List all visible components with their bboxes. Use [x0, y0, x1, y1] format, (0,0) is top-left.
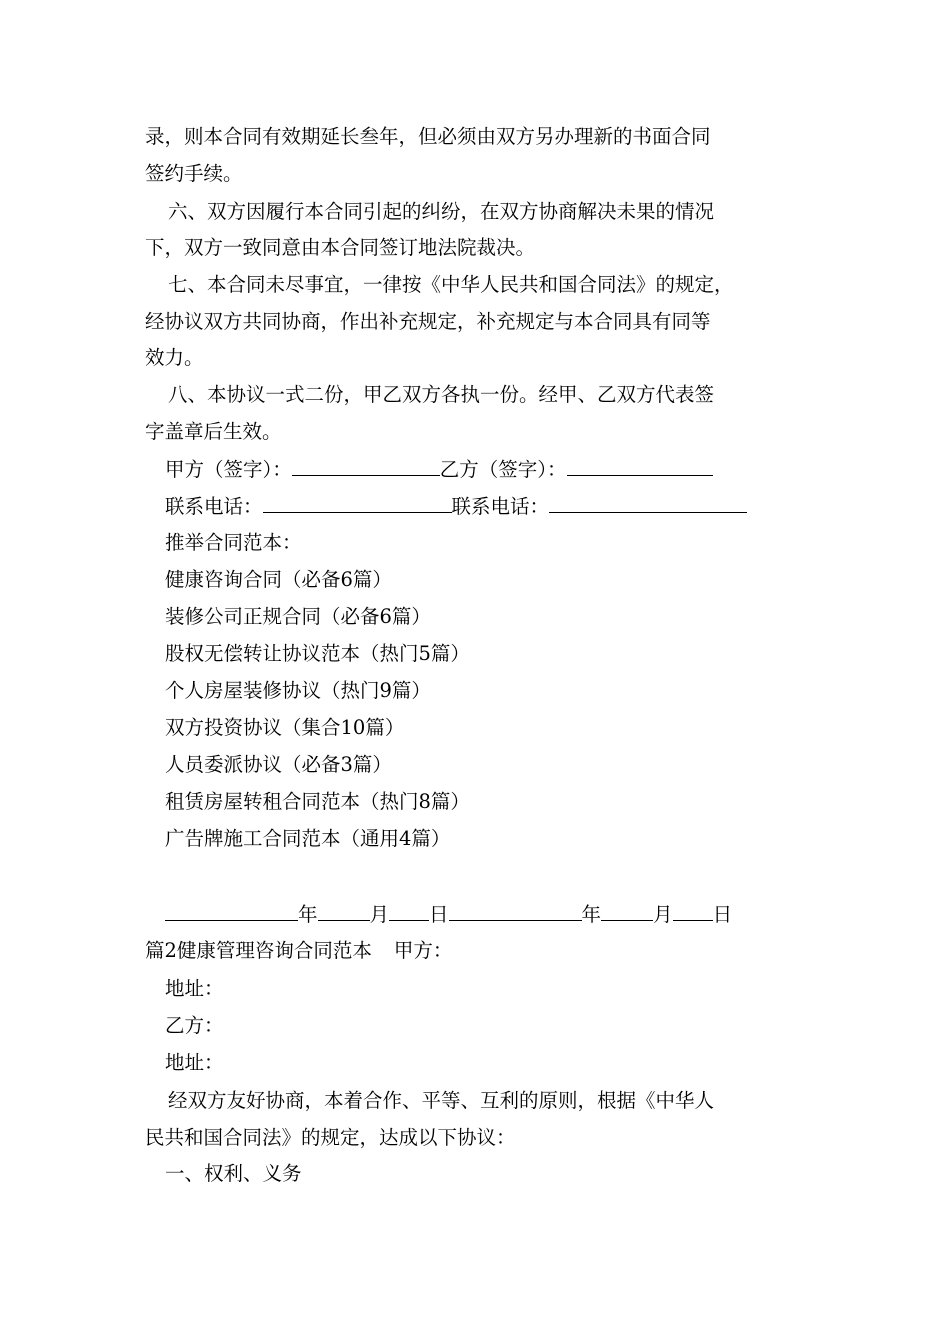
paragraph-line: 八、本协议一式二份，甲乙双方各执一份。经甲、乙双方代表签 [168, 383, 715, 406]
party-b-sign-label: 乙方（签字）： [439, 458, 567, 481]
party-a-sign-blank[interactable] [292, 457, 440, 476]
month-label: 月 [653, 903, 673, 926]
party-a-label: 甲方： [393, 939, 453, 962]
paragraph-line: 七、本合同未尽事宜，一律按《中华人民共和国合同法》的规定， [168, 273, 734, 296]
paragraph-line: 签约手续。 [145, 162, 243, 185]
recommend-item[interactable]: 个人房屋装修协议（热门9篇） [165, 679, 431, 702]
address-b-label: 地址： [165, 1051, 224, 1074]
party-a-phone-blank[interactable] [263, 494, 452, 513]
phone-row [165, 494, 747, 519]
year-label: 年 [298, 903, 318, 926]
date-blank[interactable] [601, 902, 653, 921]
party-b-phone-label: 联系电话： [451, 495, 550, 518]
paragraph-line: 效力。 [145, 346, 204, 369]
date-blank[interactable] [673, 902, 713, 921]
recommend-item[interactable]: 健康咨询合同（必备6篇） [165, 568, 392, 591]
day-label: 日 [429, 903, 449, 926]
party-b-sign-blank[interactable] [567, 457, 713, 476]
party-a-phone-label: 联系电话： [165, 495, 263, 518]
paragraph-line: 下，双方一致同意由本合同签订地法院裁决。 [145, 236, 536, 259]
address-a-label: 地址： [165, 977, 224, 1000]
recommend-item[interactable]: 装修公司正规合同（必备6篇） [165, 605, 431, 628]
recommend-item[interactable]: 广告牌施工合同范本（通用4篇） [165, 827, 451, 850]
party-a-sign-label: 甲方（签字）： [165, 458, 292, 481]
signature-row [165, 457, 713, 482]
section-title-row [145, 939, 452, 963]
clause-heading: 一、权利、义务 [165, 1162, 302, 1185]
paragraph-line: 六、双方因履行本合同引起的纠纷，在双方协商解决未果的情况 [168, 200, 715, 223]
paragraph-line: 民共和国合同法》的规定，达成以下协议： [145, 1126, 516, 1149]
date-blank[interactable] [389, 902, 429, 921]
section-title: 篇2健康管理咨询合同范本 [145, 939, 372, 962]
recommend-item[interactable]: 股权无偿转让协议范本（热门5篇） [165, 642, 470, 665]
recommend-item[interactable]: 人员委派协议（必备3篇） [165, 753, 392, 776]
date-blank[interactable] [318, 902, 370, 921]
paragraph-line: 经双方友好协商，本着合作、平等、互利的原则，根据《中华人 [168, 1089, 715, 1112]
recommend-heading: 推举合同范本： [165, 531, 302, 554]
day-label: 日 [712, 903, 733, 926]
date-blank[interactable] [165, 902, 298, 921]
paragraph-line: 字盖章后生效。 [145, 420, 282, 443]
date-blank[interactable] [449, 902, 582, 921]
year-label: 年 [581, 903, 602, 926]
recommend-item[interactable]: 双方投资协议（集合10篇） [165, 716, 405, 739]
recommend-item[interactable]: 租赁房屋转租合同范本（热门8篇） [165, 790, 470, 813]
date-row [165, 902, 732, 927]
party-b-phone-blank[interactable] [549, 494, 747, 513]
paragraph-line: 录，则本合同有效期延长叁年，但必须由双方另办理新的书面合同 [145, 125, 711, 148]
party-b-label: 乙方： [165, 1014, 224, 1037]
month-label: 月 [369, 903, 390, 926]
paragraph-line: 经协议双方共同协商，作出补充规定，补充规定与本合同具有同等 [145, 310, 711, 333]
